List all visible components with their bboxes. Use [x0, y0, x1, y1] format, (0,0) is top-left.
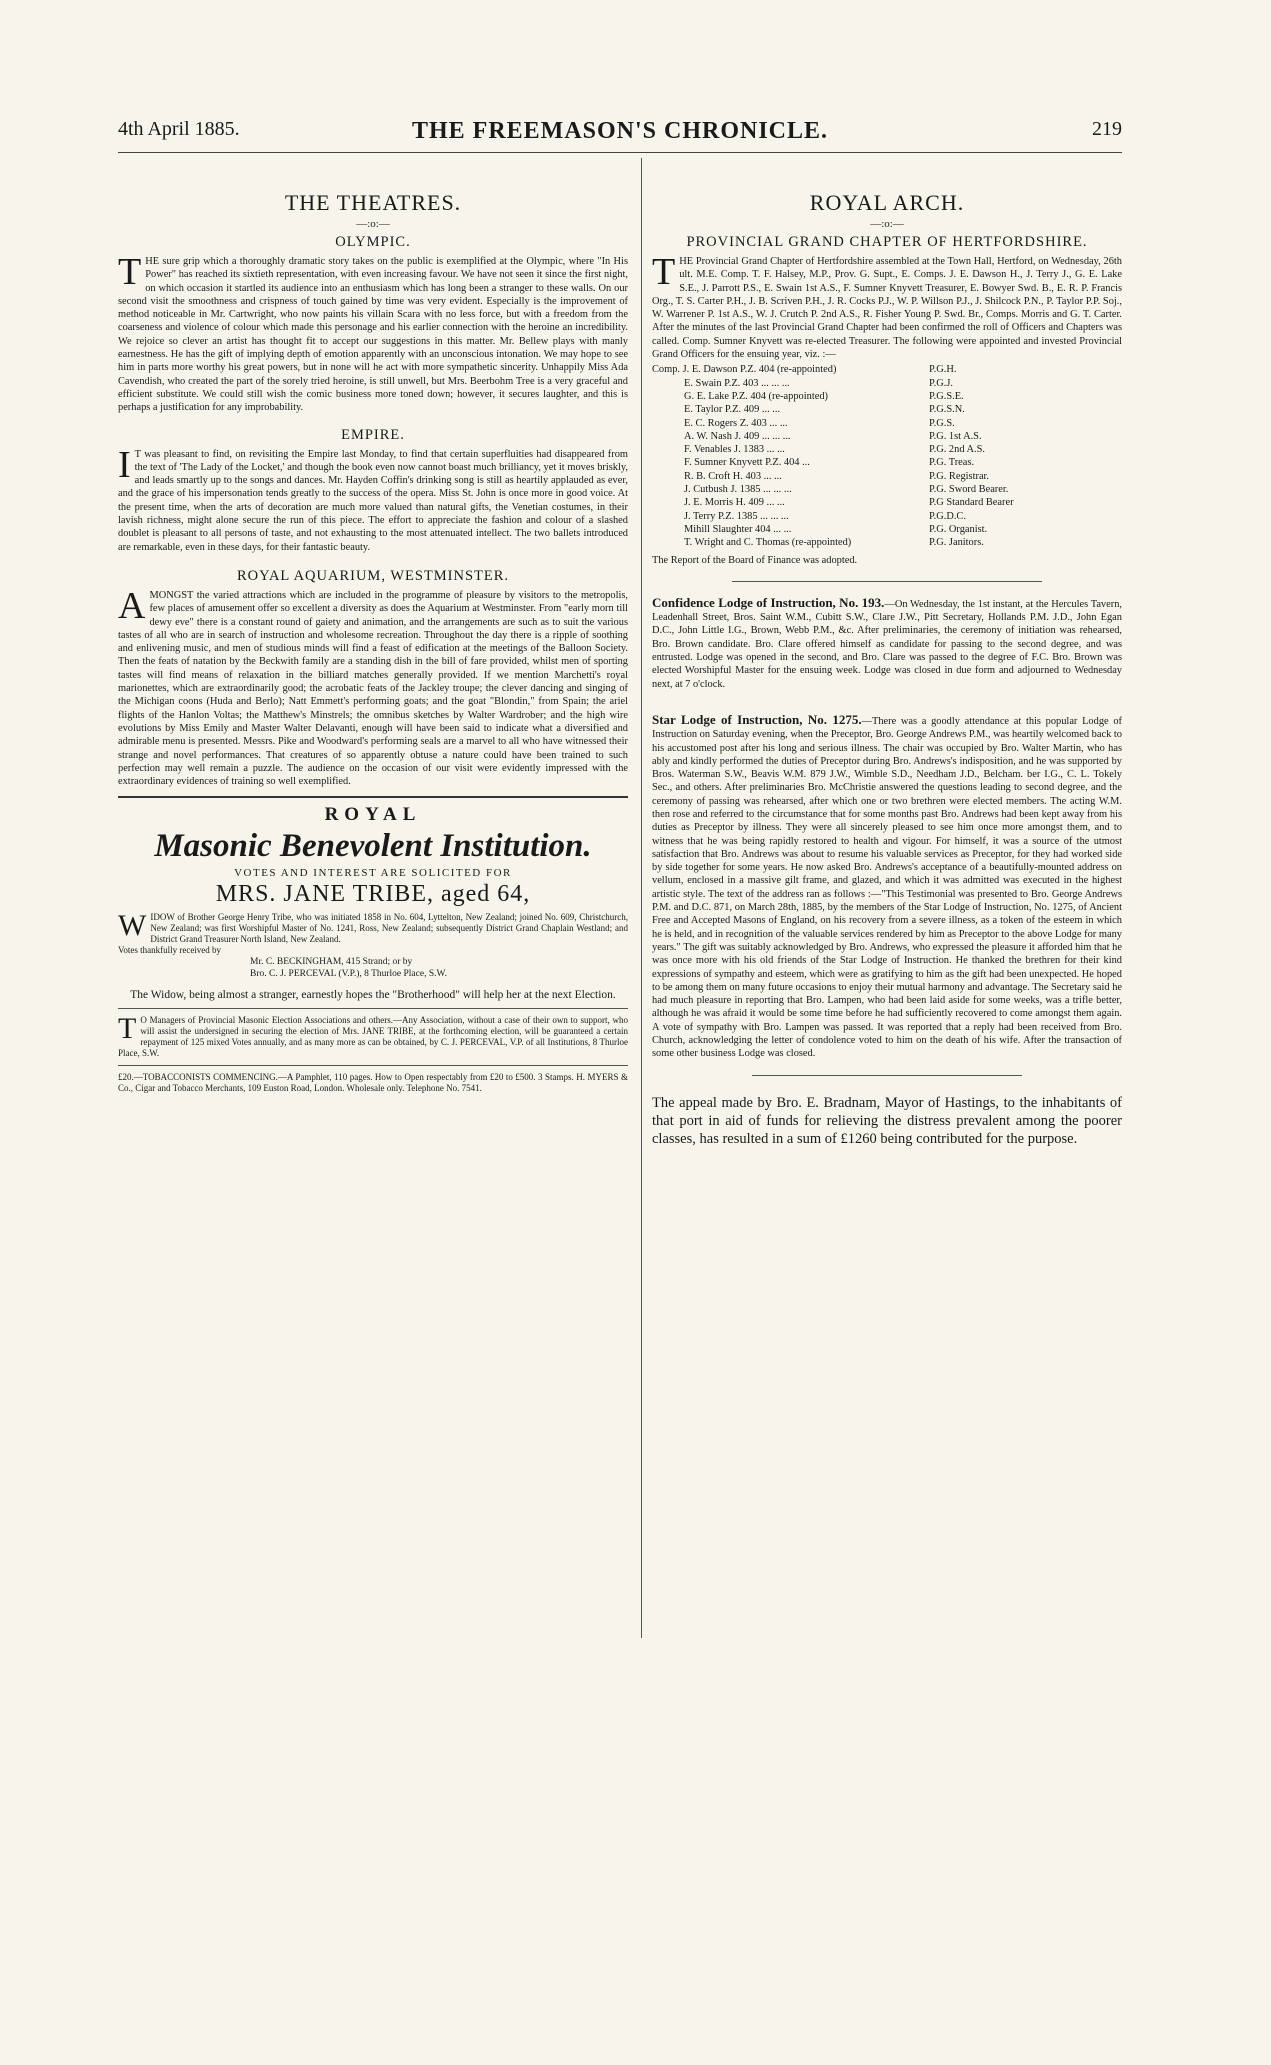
- theatres-heading: THE THEATRES.: [284, 190, 462, 215]
- officer-row: T. Wright and C. Thomas (re-appointed) P.G. Janitors.: [684, 537, 984, 549]
- rmbi-widow-note: The Widow, being almost a stranger, earnestly hopes the "Brotherhood" will help her at the next Election.: [130, 989, 616, 1002]
- page-number: 219: [1092, 118, 1122, 140]
- officer-row: E. Taylor P.Z. 409 ... ... P.G.S.N.: [684, 404, 965, 416]
- officer-row: J. E. Morris H. 409 ... ... P.G Standard Bearer: [684, 497, 1014, 509]
- empire-article: I T was pleasant to find, on revisiting the Empire last Monday, to find that certain superfluities had disappeared from the text of 'The Lady of the Locket,' and though the book even now cannot boast much brilliancy, yet it moves briskly, and leads smartly up to the songs and dances. Mr. Hayden Coffin's drinking song is still as heartily applauded as ever, and the grace of his impersonation tends greatly to the success of the opera. Miss St. John is once more in good voice. At the present time, when the arts of decoration are much more valued than natural gifts, the Venetian costumes, in their lavish richness, might alone secure the run of this piece. The effort to appreciate the fashion and colour of a slashed doublet is pleasant to all persons of taste, and not exhausting to the most attenuated intellect. The two ballets introduced are remarkable, even in these days, for their fantastic beauty.: [118, 443, 628, 553]
- rmbi-bio: WIDOW of Brother George Henry Tribe, who was initiated 1858 in No. 604, Lyttelton, New Zealand; joined No. 609, Christchurch, New Zealand; was first Worshipful Master of No. 1241, Ross, New Zealand; subsequently District Grand Chaplain Westland; and District Grand Treasurer North Island, New Zealand.: [118, 909, 628, 945]
- section-separator: —:o:—: [356, 218, 390, 230]
- star-lodge-article: Star Lodge of Instruction, No. 1275.—There was a goodly attendance at this popular Lodge of Instruction on Saturday evening, when the Preceptor, Bro. George Andrews P.M., was heartily welcomed back to his accustomed post after his long and serious illness. The chair was occupied by Bro. Walter Martin, who has ably and kindly performed the duties of Preceptor during Bro. Andrews's indisposition, and he was supported by Bros. Waterman S.W., Beavis W.M. 879 J.W., Wimble S.D., Needham J.D., Belcham. ber I.G., C. L. Tokely Sec., and others. After preliminaries Bro. McChristie answered the questions leading to second degree, and the ceremony of passing was rehearsed, after which one or two brethren were elected members. The acting W.M. then rose and referred to the circumstance that for some months past Bro. Andrews had been kept away from his duties as Preceptor by illness. They were all sincerely pleased to see him once more amongst them, and to witness that he was being rapidly restored to health and vigour. For himself, it was a source of the utmost satisfaction that Bro. Andrews was about to resume his valuable services as Preceptor, for they had worked side by side together for some years. He now asked Bro. Andrews's acceptance of a beautifully-mounted address on vellum, enclosed in a massive gilt frame, and glazed, and which it was admitted was executed in the highest artistic style. The text of the address ran as follows :—"This Testimonial was presented to Bro. George Andrews P.M. and D.C. 871, on March 28th, 1885, by the members of the Star Lodge of Instruction, No. 1275, of Ancient Free and Accepted Masons of England, on his recovery from a severe illness, as a token of the esteem in which he is held, and in recognition of the valuable services rendered by him as Preceptor to the above Lodge for many years." The gift was suitably acknowledged by Bro. Andrews, who expressed the pleasure it afforded him that he was once more with his old friends of the Star Lodge of Instruction. He thanked the brethren for their kind expressions of sympathy and esteem, which were as gratifying to him as the gift had been unexpected. He hoped to be among them on many future occasions to enjoy their mutual harmony and advantage. The Secretary said he had much pleasure in reporting that Bro. Lampen, who had been laid aside for some weeks, was a trifle better, although he was afraid it would be some time before he had sufficiently recovered to come amongst them again. A vote of sympathy with Bro. Lampen was passed. It was reported that a reply had been received from Bro. Church, acknowledging the letter of condolence voted to him on the death of his wife. After the transaction of some other business Lodge was closed.: [652, 711, 1122, 1060]
- divider: [732, 581, 1042, 582]
- issue-date: 4th April 1885.: [118, 118, 240, 140]
- left-column: [118, 160, 628, 1094]
- managers-notice: T O Managers of Provincial Masonic Election Associations and others.—Any Association, without a case of their own to support, who will assist the undersigned in securing the election of Mrs. JANE TRIBE, at the forthcoming election, will be guaranteed a certain repayment of 125 mixed Votes annually, and as many more as can be obtained, by C. J. PERCEVAL, V.P. of all Institutions, 8 Thurloe Place, S.W.: [118, 1012, 628, 1059]
- officer-row: E. C. Rogers Z. 403 ... ... P.G.S.: [684, 417, 955, 429]
- officer-row: F. Venables J. 1383 ... ... P.G. 2nd A.S.: [684, 444, 986, 456]
- column-divider: [641, 158, 642, 1638]
- tobacco-advert: £20.—TOBACCONISTS COMMENCING.—A Pamphlet, 110 pages. How to Open respectably from £20 to £500. 3 Stamps. H. MYERS & Co., Cigar and Tobacco Merchants, 109 Euston Road, London. Wholesale only. Telephone No. 7541.: [118, 1072, 628, 1094]
- divider: [118, 1065, 628, 1066]
- finance-report: The Report of the Board of Finance was adopted.: [652, 554, 858, 566]
- officer-row: F. Sumner Knyvett P.Z. 404 ... P.G. Treas.: [684, 457, 975, 469]
- rmbi-votes: VOTES AND INTEREST ARE SOLICITED FOR: [234, 867, 512, 880]
- dropcap: T: [652, 251, 676, 293]
- rmbi-address-1: Mr. C. BECKINGHAM, 415 Strand; or by: [250, 957, 413, 968]
- dropcap: T: [118, 1012, 137, 1046]
- officer-row: G. E. Lake P.Z. 404 (re-appointed) P.G.S.E.: [684, 390, 964, 402]
- divider: [118, 1008, 628, 1009]
- aquarium-heading: ROYAL AQUARIUM, WESTMINSTER.: [236, 567, 510, 584]
- dropcap: A: [118, 584, 146, 627]
- confidence-lodge-title: Confidence Lodge of Instruction, No. 193.: [652, 594, 885, 610]
- dropcap: W: [118, 909, 147, 943]
- aquarium-article: AMONGST the varied attractions which are included in the programme of pleasure by visitors to the metropolis, few places of amusement offer so excellent a diversity as does the Aquarium at Westminster. From "early morn till dewy eve" there is a constant round of gaiety and animation, and the arrangements are such as to suit the various tastes of all who are in search of instruction and wholesome recreation. Throughout the day there is a ripple of soothing and enlivening music, and men of studious minds will find a feast of edification at the meetings of the Balloon Society. Then the feats of natation by the Beckwith family are a standing dish in the bill of fare provided, whilst men of sporting tastes will find means of relaxation in the billiard matches generally provided. If we mention Marchetti's royal marionettes, which are extraordinarily good; the acrobatic feats of the Jackley troupe; the clever dancing and singing of the Michigan coons (Huda and Berlo); Natt Emmett's performing goats; and the goat "Blondin," from Spain; the ariel flights of the Hanlon Voltas; the Matthew's Minstrels; the omnibus sketches by Walter Wardrober; and the high wire evolutions by Miss Emily and Master Walter Delavanti, enough will have been said to indicate what a diversified and admirable menu is presented. Messrs. Pike and Woodward's performing seals are a marvel to all who have witnessed their strange and novel performances. That creatures of so apparently obtuse a nature could have been trained to such perfection may well remain a puzzle. The audience on the occasion of our visit were evidently impressed with the extraordinary evidences of training so well exemplified.: [118, 584, 628, 788]
- rmbi-address-2: Bro. C. J. PERCEVAL (V.P.), 8 Thurloe Place, S.W.: [250, 969, 447, 980]
- section-separator: —:o:—: [870, 218, 904, 230]
- rmbi-votes-received: Votes thankfully received by: [118, 945, 222, 956]
- officer-row: Mihill Slaughter 404 ... ... P.G. Organist.: [684, 523, 988, 535]
- olympic-article: THE sure grip which a thoroughly dramatic story takes on the public is exemplified at the Olympic, where "In His Power" has reached its sixtieth representation, with even increasing favour. We have not seen it since the first night, on which occasion it startled its audience into an enthusiasm which has long been a stranger to these walls. On our second visit the smoothness and crispness of touch gained by time was very evident. Especially is the improvement of method noticeable in Mr. Cartwright, who now paints his villain Scara with no less force, but with a freedom from the coarseness and violence of colour which made this personage and his earlier connection with the heroine an incredibility. We rejoice so clever an artist has thought fit to accept our suggestions in this matter. Mr. Bellew plays with manly earnestness. He has the gift of implying depth of emotion apparently with an unconscious intonation. We may hope to see him in parts more worthy his great powers, but in none will he act with more sympathetic sincerity. Unhappily Miss Ada Cavendish, who created the part of the sorely tried heroine, is still unwell, but Mrs. Beerbohm Tree is a very graceful and efficient substitute. We could still wish the comic business more toned down; however, it secures laughter, and this is perhaps a justification for any improbability.: [118, 251, 628, 414]
- rmbi-title: Masonic Benevolent Institution.: [154, 828, 592, 865]
- confidence-lodge-article: Confidence Lodge of Instruction, No. 193.—On Wednesday, the 1st instant, at the Hercules Tavern, Leadenhall Street, Bros. Saint W.M., Cubitt S.W., Clare J.W., Pitt Secretary, Hollands P.M. J.D., John Egan D.C., John Little I.G., Brown, Webb P.M., &c. After preliminaries, the ceremony of initiation was rehearsed, Bro. Brown candidate. Bro. Clare offered himself as candidate for passing to the second degree, and was entrusted. Lodge was opened in the second, and Bro. Clare was passed to the degree of F.C. Bro. Brown was elected Worshipful Master for the ensuing week. Lodge was closed in due form and adjourned to Wednesday next, at 7 o'clock.: [652, 594, 1122, 690]
- officers-list: [652, 363, 1122, 549]
- header-rule: [118, 152, 1122, 153]
- hastings-appeal: The appeal made by Bro. E. Bradnam, Mayor of Hastings, to the inhabitants of that port in aid of funds for relieving the distress prevalent among the poorer classes, has resulted in a sum of £1260 being contributed for the purpose.: [652, 1094, 1122, 1147]
- rmbi-royal: ROYAL: [324, 804, 422, 826]
- herts-heading: PROVINCIAL GRAND CHAPTER OF HERTFORDSHIRE.: [686, 234, 1088, 250]
- officer-row: J. Cutbush J. 1385 ... ... ... P.G. Sword Bearer.: [684, 484, 1009, 496]
- advert-rule: [118, 796, 628, 798]
- royal-arch-heading: ROYAL ARCH.: [809, 190, 965, 215]
- olympic-heading: OLYMPIC.: [335, 234, 411, 250]
- rmbi-candidate: MRS. JANE TRIBE, aged 64,: [215, 881, 531, 908]
- dropcap: T: [118, 251, 142, 293]
- right-column: [652, 160, 1122, 1148]
- dropcap: I: [118, 443, 131, 486]
- star-lodge-title: Star Lodge of Instruction, No. 1275.: [652, 711, 862, 727]
- officer-row: J. Terry P.Z. 1385 ... ... ... P.G.D.C.: [684, 510, 966, 522]
- herts-article: THE Provincial Grand Chapter of Hertfordshire assembled at the Town Hall, Hertford, on Wednesday, 26th ult. M.E. Comp. T. F. Halsey, M.P., Prov. G. Supt., E. Comps. J. E. Dawson H., J. Terry J., G. E. Lake S.E., J. Parrott P.S., E. Swain 1st A.S., F. Sumner Knyvett Treasurer, E. Bowyer Swd. B., E. R. P. Francis Org., T. S. Carter P.H., J. B. Scriven P.H., J. R. Cocks P.J., W. P. Willson P.J., J. Shilcock P.N., P. Taylor P.P. Soj., W. Warrener P. 1st A.S., W. J. Crutch P. 2nd A.S., R. Fisher Young P. Swd. Br., Comps. Morris and G. T. Carter. After the minutes of the last Provincial Grand Chapter had been confirmed the roll of Officers and Chapters was called. Comp. Sumner Knyvett was re-elected Treasurer. The following were appointed and invested Provincial Grand Officers for the ensuing year, viz. :—: [652, 251, 1122, 361]
- officer-row: A. W. Nash J. 409 ... ... ... P.G. 1st A.S.: [684, 430, 982, 442]
- officer-row: E. Swain P.Z. 403 ... ... ... P.G.J.: [684, 377, 953, 389]
- officer-row: Comp. J. E. Dawson P.Z. 404 (re-appointed) P.G.H.: [652, 364, 957, 376]
- page-header: [118, 118, 1122, 148]
- divider: [752, 1075, 1022, 1076]
- masthead-title: THE FREEMASON'S CHRONICLE.: [411, 118, 829, 144]
- officer-row: R. B. Croft H. 403 ... ... P.G. Registrar.: [684, 470, 990, 482]
- empire-heading: EMPIRE.: [341, 426, 405, 443]
